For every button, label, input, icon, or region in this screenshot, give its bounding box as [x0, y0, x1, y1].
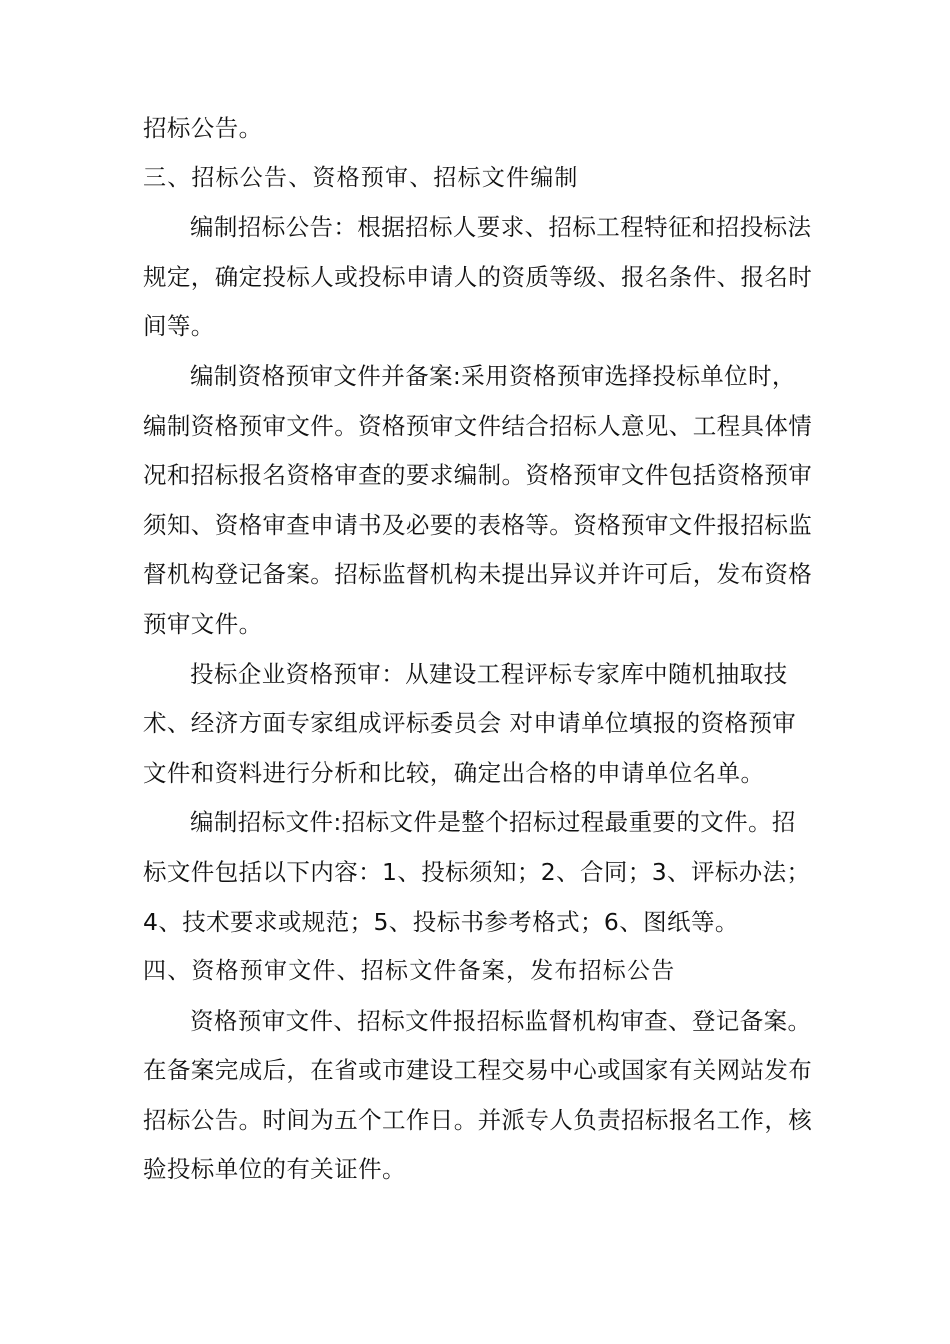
text-line: 须知、资格审查申请书及必要的表格等。资格预审文件报招标监 [143, 510, 813, 539]
paragraph-first-line: 投标企业资格预审：从建设工程评标专家库中随机抽取技 [190, 659, 788, 688]
text-line: 4、技术要求或规范；5、投标书参考格式；6、图纸等。 [143, 907, 739, 936]
text-line: 规定，确定投标人或投标申请人的资质等级、报名条件、报名时 [143, 262, 813, 291]
text-line: 况和招标报名资格审查的要求编制。资格预审文件包括资格预审 [143, 461, 813, 490]
text-line: 编制资格预审文件。资格预审文件结合招标人意见、工程具体情 [143, 411, 813, 440]
text-line: 招标公告。 [143, 114, 263, 142]
paragraph-first-line: 编制资格预审文件并备案:采用资格预审选择投标单位时， [190, 361, 796, 390]
section-heading: 四、资格预审文件、招标文件备案，发布招标公告 [143, 958, 676, 985]
document-body [143, 104, 815, 1195]
text-line: 验投标单位的有关证件。 [143, 1155, 406, 1184]
text-line: 术、经济方面专家组成评标委员会 对申请单位填报的资格预审 [143, 709, 797, 738]
text-line: 预审文件。 [143, 609, 263, 638]
section-heading: 三、招标公告、资格预审、招标文件编制 [143, 164, 579, 191]
text-line: 招标公告。时间为五个工作日。并派专人负责招标报名工作，核 [143, 1105, 813, 1134]
text-line: 在备案完成后，在省或市建设工程交易中心或国家有关网站发布 [143, 1056, 813, 1085]
text-line: 文件和资料进行分析和比较，确定出合格的申请单位名单。 [143, 758, 765, 787]
paragraph-first-line: 资格预审文件、招标文件报招标监督机构审查、登记备案。 [190, 1006, 812, 1035]
text-line: 间等。 [143, 312, 215, 341]
text-line: 标文件包括以下内容：1、投标须知；2、合同；3、评标办法； [143, 857, 811, 886]
paragraph-first-line: 编制招标文件:招标文件是整个招标过程最重要的文件。招 [190, 808, 796, 837]
text-line: 督机构登记备案。招标监督机构未提出异议并许可后，发布资格 [143, 560, 813, 589]
paragraph-first-line: 编制招标公告：根据招标人要求、招标工程特征和招投标法 [190, 213, 812, 242]
